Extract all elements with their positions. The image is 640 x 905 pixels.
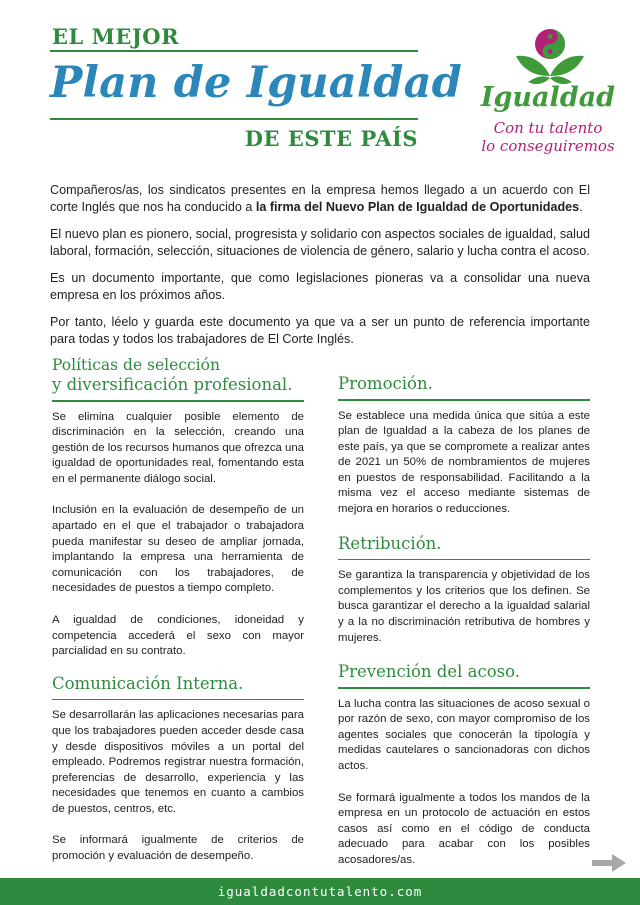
section-title-line-1: Políticas de selección — [52, 356, 220, 374]
section-divider — [338, 399, 590, 401]
section-body — [338, 568, 590, 646]
section-paragraph: Se establece una medida única que sitúa a este plan de Igualdad a la cabeza de los planes de este país, ya que se compromete a realizar antes de 2021 un 50% de nombramientos de mujeres en puestos de responsabilidad. Facilitando a la misma vez el acceso mediante sistemas de mejora en horarios o reducciones. — [338, 409, 590, 516]
arrow-right-icon[interactable] — [590, 851, 628, 875]
section-promocion — [338, 374, 590, 518]
page-title: Plan de Igualdad — [50, 58, 462, 108]
section-body — [338, 697, 590, 869]
section-divider — [52, 699, 304, 701]
section-title-line-1: Comunicación Interna. — [52, 673, 244, 693]
section-paragraph: A igualdad de condiciones, idoneidad y competencia accederá el sexo con mayor parcialidad en su contrato. — [52, 614, 304, 658]
header-rule-bottom — [50, 118, 418, 120]
footer-url-link[interactable]: igualdadcontutalento.com — [217, 884, 423, 899]
section-paragraph: Se informará igualmente de criterios de promoción y evaluación de desempeño. — [52, 834, 304, 863]
section-body — [52, 410, 304, 660]
intro-p1-bold: la firma del Nuevo Plan de Igualdad de Oportunidades — [255, 199, 580, 214]
section-title — [52, 674, 304, 693]
section-title — [338, 374, 590, 393]
section-paragraph: Se desarrollarán las aplicaciones necesarias para que los trabajadores pueden acceder desde casa y desde dispositivos móviles a un portal del empleado. Podremos registrar nuestra formación, preferencias de desarrollo, experiencia y las necesidades que tenemos en cuanto a cambios de puestos, centros, etc. — [52, 709, 304, 815]
section-paragraph: La lucha contra las situaciones de acoso sexual o por razón de sexo, con mayor compromiso de los agentes sociales que conocerán la tipología y medidas cautelares o sancionadoras con dichos actos. — [338, 697, 590, 772]
logo-tagline-2: lo conseguiremos — [481, 137, 615, 155]
section-body — [52, 708, 304, 864]
section-title-line-2: y diversificación profesional. — [52, 375, 293, 394]
intro-paragraph-4: Por tanto, léelo y guarda este documento ya que va a ser un punto de referencia importante para todas y todos los trabajadores de El Corte Inglés. — [50, 315, 590, 346]
section-paragraph: Se formará igualmente a todos los mandos de la empresa en un protocolo de actuación en estos casos así como en el código de conducta adecuado para acabar con los posibles acosadores/as. — [338, 791, 590, 866]
section-title — [338, 662, 590, 681]
section-seleccion — [52, 356, 304, 660]
right-column — [338, 374, 590, 885]
section-title — [52, 356, 304, 394]
section-title-line-1: Retribución. — [338, 533, 442, 553]
section-prevencion — [338, 662, 590, 868]
section-title — [338, 534, 590, 553]
intro-paragraph-1 — [50, 182, 590, 215]
section-divider — [338, 559, 590, 561]
logo-tagline-1: Con tu talento — [493, 119, 603, 137]
section-retribucion — [338, 534, 590, 646]
intro-p1-text: Compañeros/as, los sindicatos presentes en la empresa hemos llegado a un acuerdo con El corte Inglés que nos ha conducido a — [50, 183, 590, 214]
section-divider — [52, 400, 304, 402]
section-title-line-1: Prevención del acoso. — [338, 662, 521, 682]
intro-text — [50, 182, 590, 358]
intro-paragraph-3: Es un documento importante, que como legislaciones pioneras va a consolidar una nueva empresa en los próximos años. — [50, 271, 590, 302]
intro-p1-end: . — [579, 199, 583, 214]
section-paragraph: Se garantiza la transparencia y objetividad de los complementos y los criterios que los definen. Se busca garantizar el derecho a la igualdad salarial y a la no discriminación retributiva de hombres y mujeres. — [338, 569, 590, 644]
section-comunicacion — [52, 674, 304, 865]
header-rule-top — [50, 50, 418, 52]
logo-word: Igualdad — [480, 82, 616, 113]
header-bottom-line: DE ESTE PAÍS — [244, 126, 418, 151]
section-paragraph: Se elimina cualquier posible elemento de discriminación en la selección, creando una gestión de los recursos humanos que ofrezca una igualdad de oportunidades real, fomentando esta en el permanente diálogo social. — [52, 410, 305, 485]
section-body — [338, 409, 590, 518]
left-column — [52, 356, 304, 881]
section-title-line-1: Promoción. — [338, 374, 433, 393]
section-divider — [338, 687, 590, 689]
header-top-line: EL MEJOR — [52, 24, 180, 49]
intro-paragraph-2: El nuevo plan es pionero, social, progresista y solidario con aspectos sociales de igualdad, salud laboral, formación, selección, situaciones de violencia de género, salario y lucha contra el acoso. — [50, 227, 590, 258]
section-paragraph: Inclusión en la evaluación de desempeño de un apartado en el que el trabajador o trabajadora pueda manifestar su deseo de ampliar jornada, implantando la empresa una herramienta de comunicación con los trabajadores, de necesidades de puestos a tiempo completo. — [52, 504, 304, 595]
